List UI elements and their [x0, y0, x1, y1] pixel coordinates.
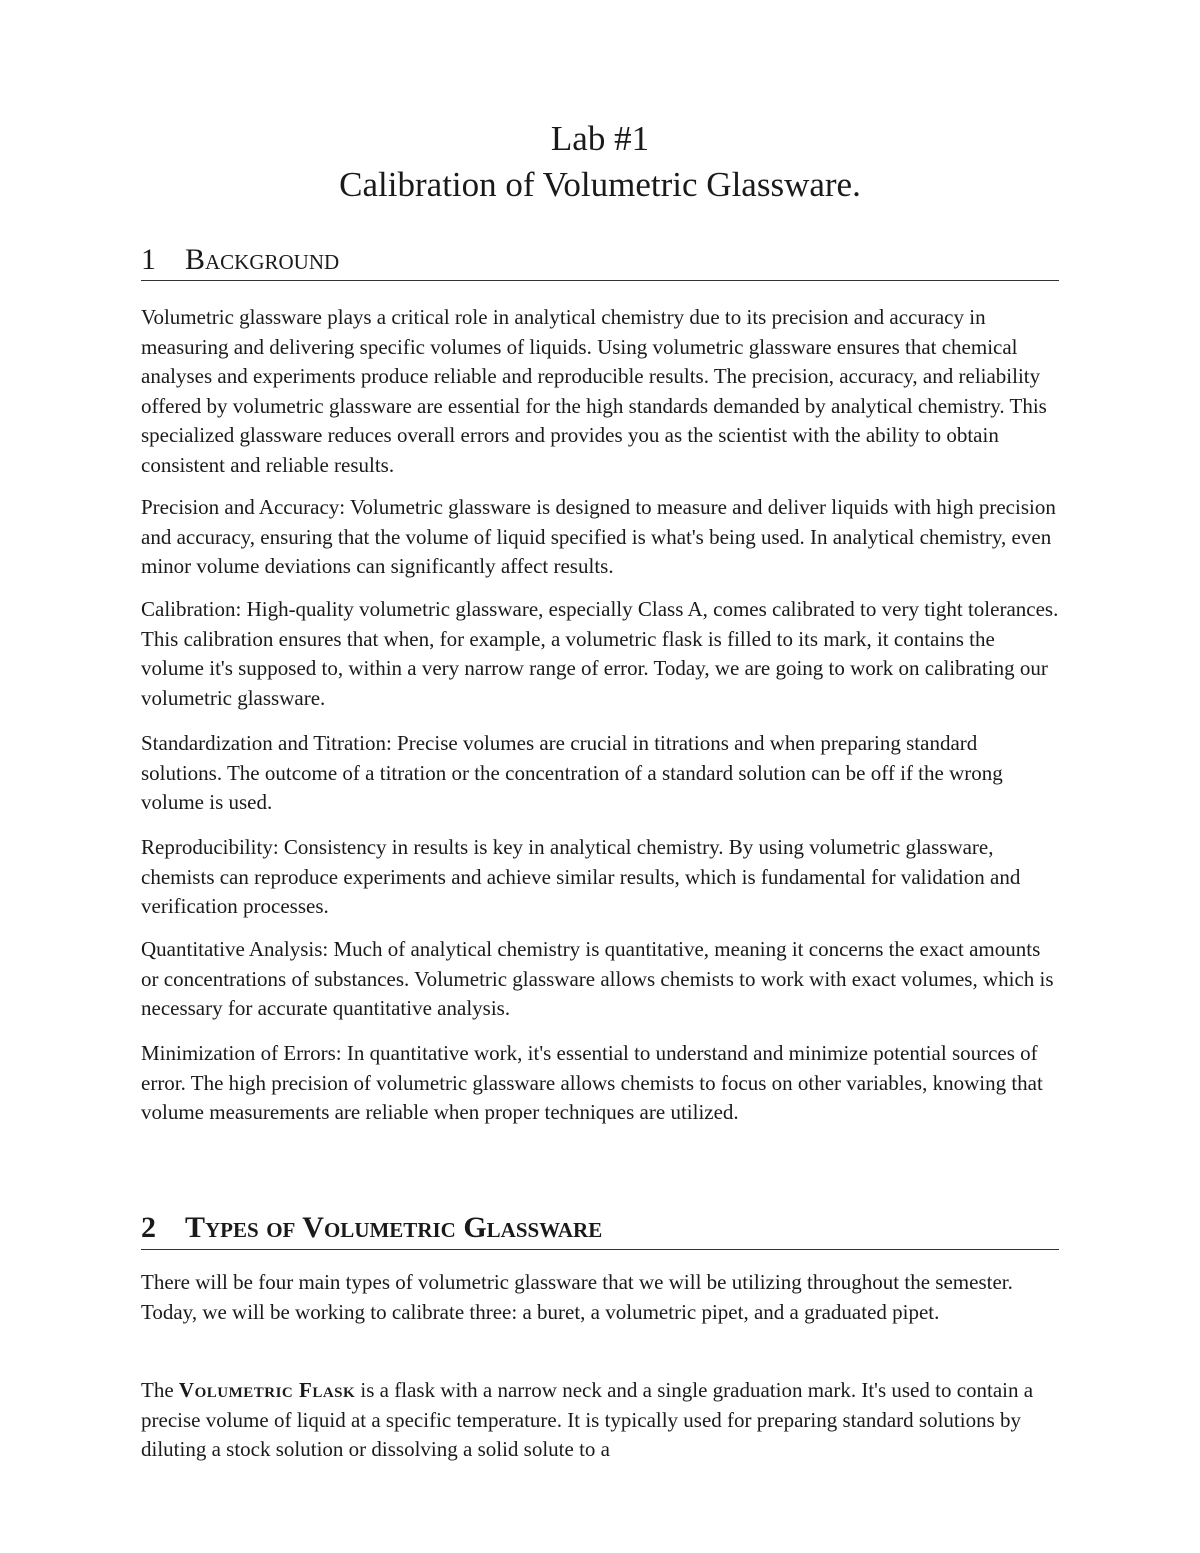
paragraph: Quantitative Analysis: Much of analytical chemistry is quantitative, meaning it concerns the exact amounts or concentrations of substances. Volumetric glassware allows chemists to work with exact volumes, which is necessary for accurate quantitative analysis. [141, 937, 1054, 1020]
section-title: Types of Volumetric Glassware [185, 1211, 603, 1244]
paragraph: There will be four main types of volumetric glassware that we will be utilizing throughout the semester. Today, we will be working to calibrate three: a buret, a volumetric pipet, and a graduated pipet. [141, 1270, 1013, 1324]
paragraph: Minimization of Errors: In quantitative work, it's essential to understand and minimize potential sources of error. The high precision of volumetric glassware allows chemists to focus on other variables, knowing that volume measurements are reliable when proper techniques are utilized. [141, 1041, 1043, 1124]
flask-prefix: The [141, 1378, 179, 1402]
document-title [0, 116, 1200, 208]
section-title: Background [185, 243, 340, 276]
paragraph-volumetric-flask [141, 1376, 1061, 1465]
paragraph: Standardization and Titration: Precise volumes are crucial in titrations and when preparing standard solutions. The outcome of a titration or the concentration of a standard solution can be off if the wrong volume is used. [141, 731, 1003, 814]
lab-title: Calibration of Volumetric Glassware. [339, 165, 861, 204]
section-number: 1 [141, 243, 156, 276]
flask-description: is a flask with a narrow neck and a single graduation mark. It's used to contain a precise volume of liquid at a specific temperature. It is typically used for preparing standard solutions by diluting a stock solution or dissolving a solid solute to a [141, 1378, 1034, 1461]
paragraph: Calibration: High-quality volumetric glassware, especially Class A, comes calibrated to very tight tolerances. This calibration ensures that when, for example, a volumetric flask is filled to its mark, it contains the volume it's supposed to, within a very narrow range of error. Today, we are going to work on calibrating our volumetric glassware. [141, 597, 1059, 710]
term-volumetric-flask: Volumetric Flask [178, 1378, 356, 1402]
section-number: 2 [141, 1211, 156, 1244]
paragraph: Reproducibility: Consistency in results is key in analytical chemistry. By using volumetric glassware, chemists can reproduce experiments and achieve similar results, which is fundamental for validation and verification processes. [141, 835, 1021, 918]
paragraph: Precision and Accuracy: Volumetric glassware is designed to measure and deliver liquids with high precision and accuracy, ensuring that the volume of liquid specified is what's being used. In analytical chemistry, even minor volume deviations can significantly affect results. [141, 495, 1056, 578]
section-heading-types [141, 1209, 1059, 1250]
lab-number: Lab #1 [550, 119, 650, 158]
section-heading-background [141, 242, 1059, 281]
paragraph: Volumetric glassware plays a critical role in analytical chemistry due to its precision and accuracy in measuring and delivering specific volumes of liquids. Using volumetric glassware ensures that chemical analyses and experiments produce reliable and reproducible results. The precision, accuracy, and reliability offered by volumetric glassware are essential for the high standards demanded by analytical chemistry. This specialized glassware reduces overall errors and provides you as the scientist with the ability to obtain consistent and reliable results. [141, 305, 1047, 477]
